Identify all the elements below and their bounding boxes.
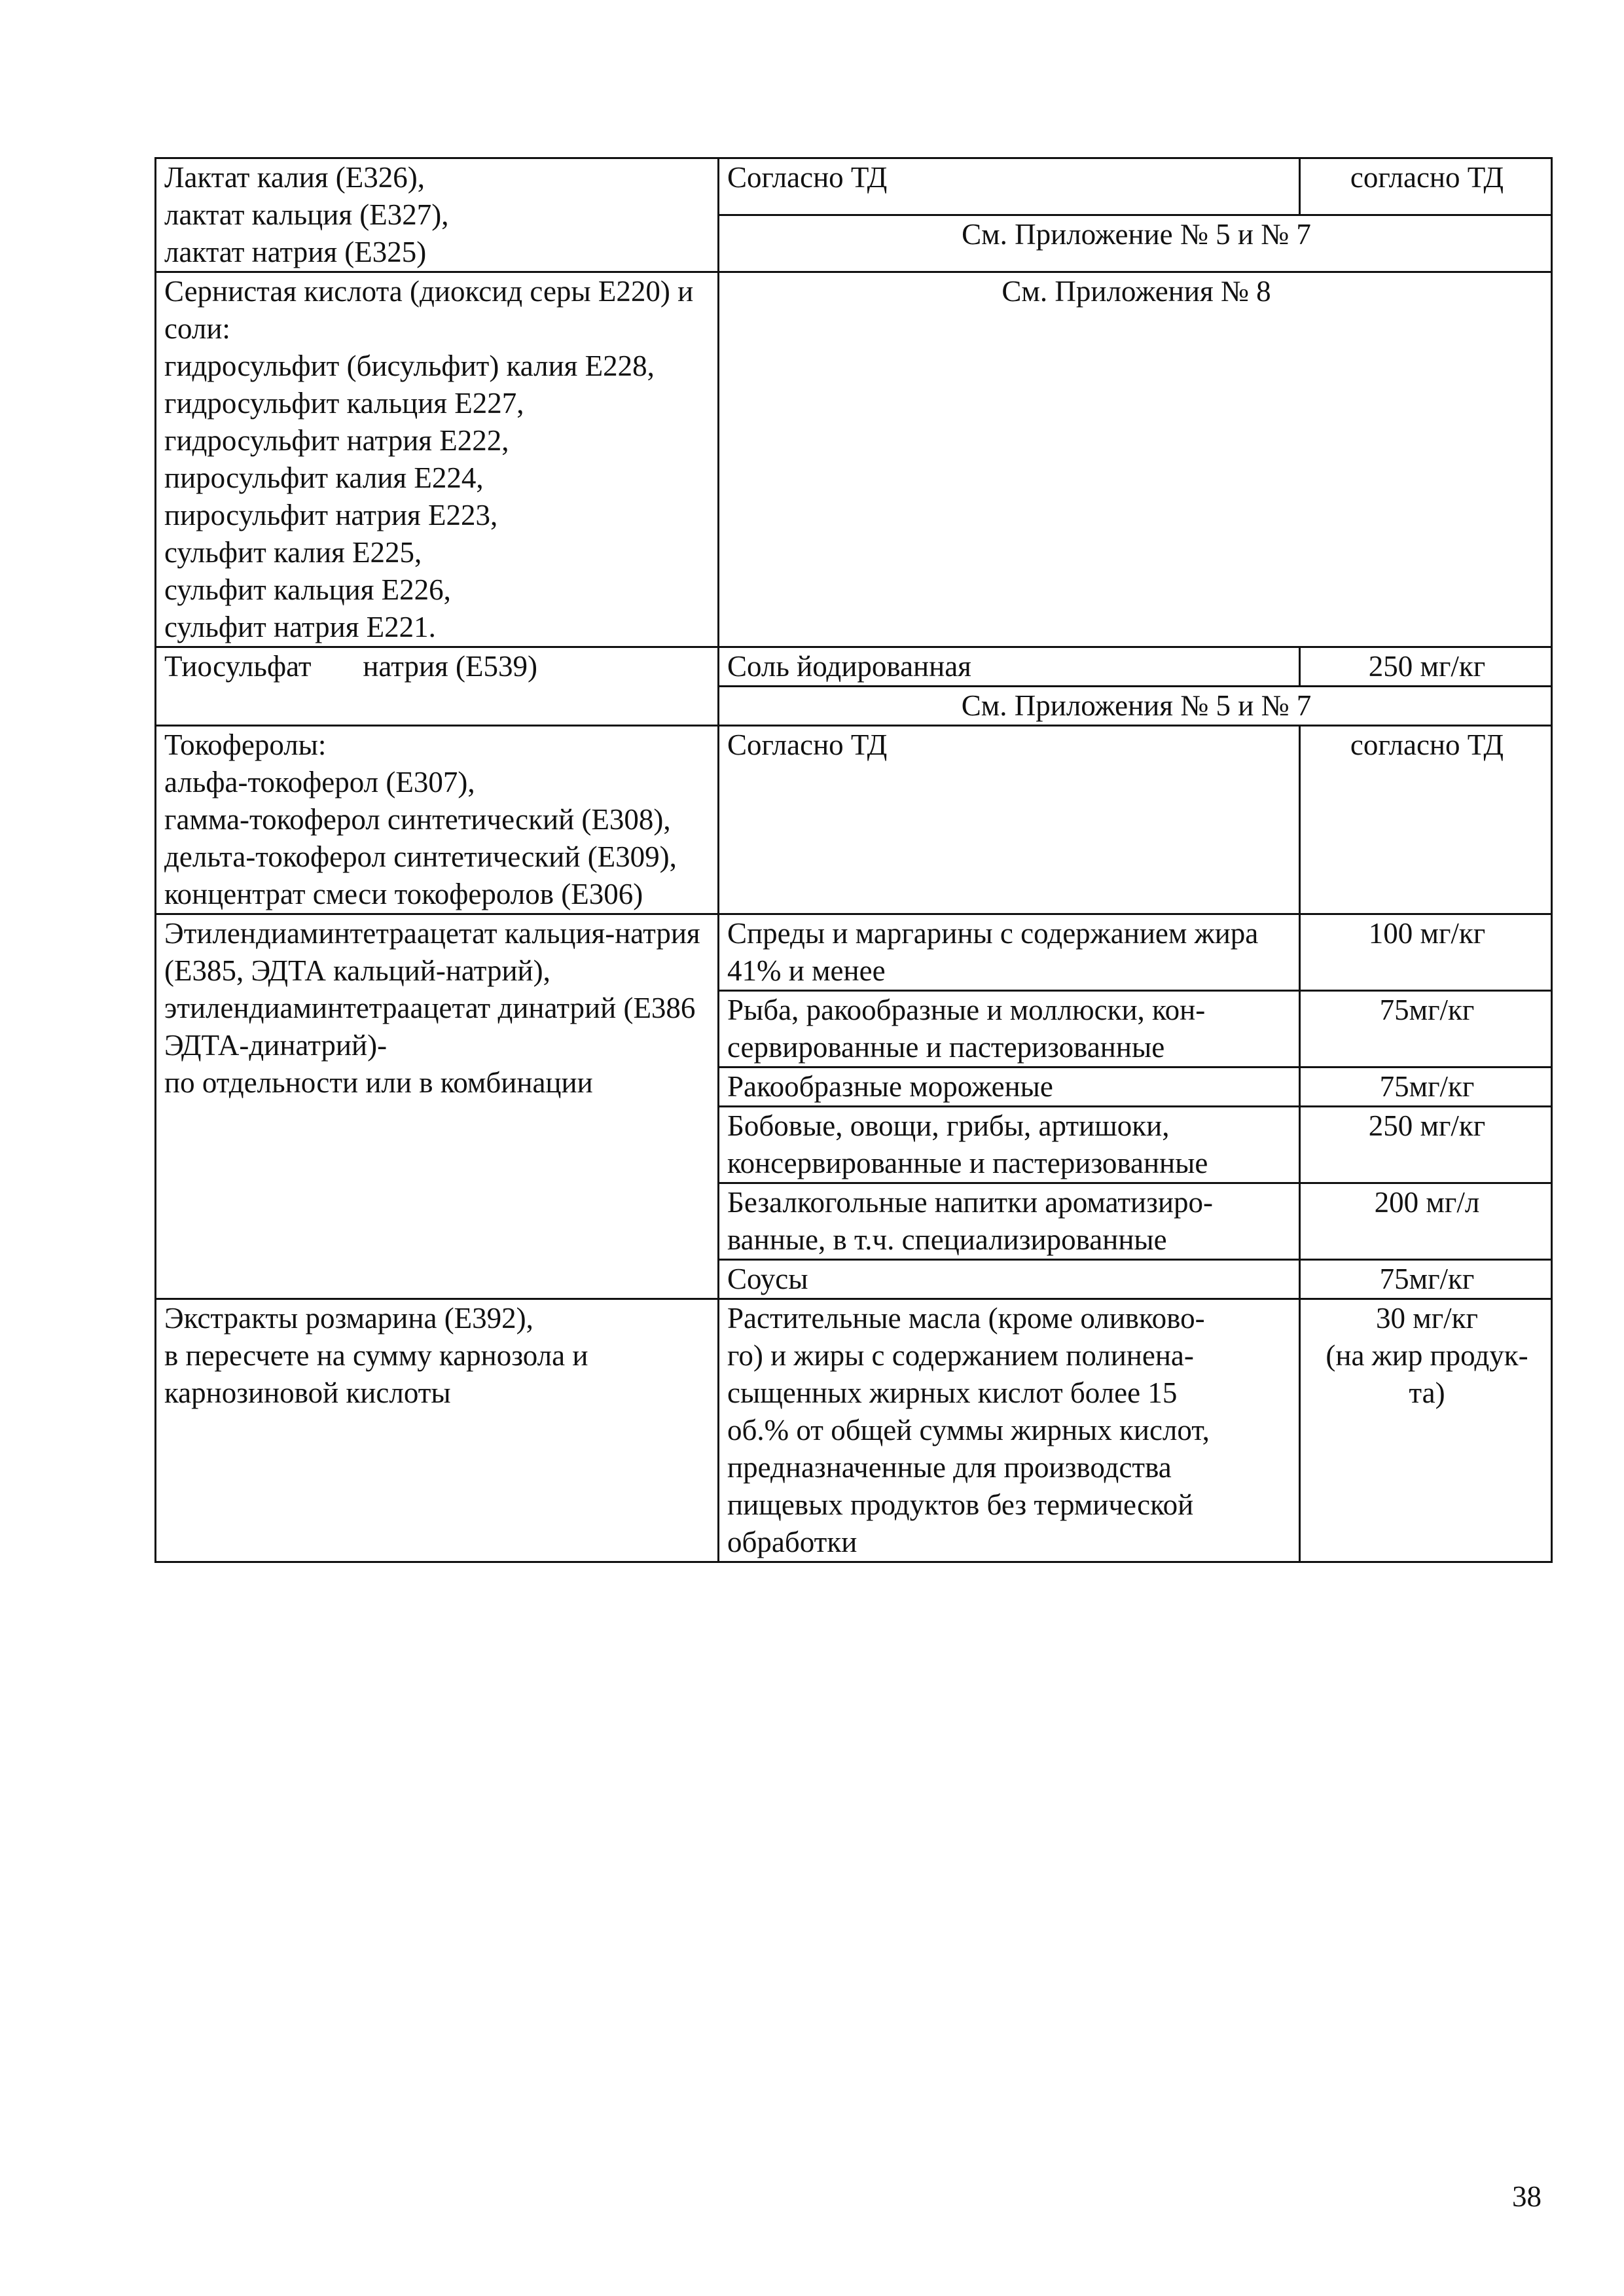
level-cell: 75мг/кг xyxy=(1300,1067,1552,1107)
additives-table xyxy=(154,157,1553,1563)
additive-name-cell: Токоферолы: альфа-токоферол (Е307), гамма-токоферол синтетический (Е308), дельта-токоферол синтетический (Е309), концентрат смеси токоферолов (Е306) xyxy=(156,726,719,914)
additive-name-cell: Тиосульфат натрия (Е539) xyxy=(156,647,719,726)
product-cell: Спреды и маргарины с содержанием жира 41% и менее xyxy=(719,914,1300,991)
product-cell: Бобовые, овощи, грибы, артишоки, консервированные и пастеризованные xyxy=(719,1107,1300,1183)
product-cell: Согласно ТД xyxy=(719,726,1300,914)
level-cell: 75мг/кг xyxy=(1300,991,1552,1067)
level-cell: 250 мг/кг xyxy=(1300,647,1552,687)
appendix-note-cell: См. Приложения № 8 xyxy=(719,272,1552,647)
level-cell: 200 мг/л xyxy=(1300,1183,1552,1260)
table-row xyxy=(156,726,1552,914)
additive-name-cell: Этилендиаминтетраацетат кальция-натрия (Е385, ЭДТА кальций-натрий), этилендиаминтетраацетат динатрий (Е386 ЭДТА-динатрий)- по отдельности или в комбинации xyxy=(156,914,719,1299)
product-cell: Соусы xyxy=(719,1260,1300,1299)
product-cell: Растительные масла (кроме оливково- го) и жиры с содержанием полинена- сыщенных жирных кислот более 15 об.% от общей суммы жирных кислот, предназначенные для производства пищевых продуктов без термической обработки xyxy=(719,1299,1300,1562)
table-row xyxy=(156,647,1552,687)
page-number: 38 xyxy=(1512,2180,1542,2213)
level-cell: 100 мг/кг xyxy=(1300,914,1552,991)
additive-name-cell: Лактат калия (Е326), лактат кальция (Е327), лактат натрия (Е325) xyxy=(156,158,719,272)
appendix-note-cell: См. Приложение № 5 и № 7 xyxy=(719,215,1552,272)
appendix-note-cell: См. Приложения № 5 и № 7 xyxy=(719,687,1552,726)
additive-name-cell: Сернистая кислота (диоксид серы Е220) и соли: гидросульфит (бисульфит) калия Е228, гидросульфит кальция Е227, гидросульфит натрия Е222, пиросульфит калия Е224, пиросульфит натрия Е223, сульфит калия Е225, сульфит кальция Е226, сульфит натрия Е221. xyxy=(156,272,719,647)
level-cell: согласно ТД xyxy=(1300,158,1552,215)
product-cell: Безалкогольные напитки ароматизиро- ванные, в т.ч. специализированные xyxy=(719,1183,1300,1260)
table-row xyxy=(156,272,1552,647)
product-cell: Ракообразные мороженые xyxy=(719,1067,1300,1107)
product-cell: Соль йодированная xyxy=(719,647,1300,687)
table-row xyxy=(156,914,1552,991)
level-cell: 250 мг/кг xyxy=(1300,1107,1552,1183)
level-cell: 75мг/кг xyxy=(1300,1260,1552,1299)
level-cell: 30 мг/кг (на жир продук- та) xyxy=(1300,1299,1552,1562)
table-row xyxy=(156,158,1552,215)
level-cell: согласно ТД xyxy=(1300,726,1552,914)
product-cell: Согласно ТД xyxy=(719,158,1300,215)
table-row xyxy=(156,1299,1552,1562)
additive-name-cell: Экстракты розмарина (Е392), в пересчете на сумму карнозола и карнозиновой кислоты xyxy=(156,1299,719,1562)
product-cell: Рыба, ракообразные и моллюски, кон- сервированные и пастеризованные xyxy=(719,991,1300,1067)
